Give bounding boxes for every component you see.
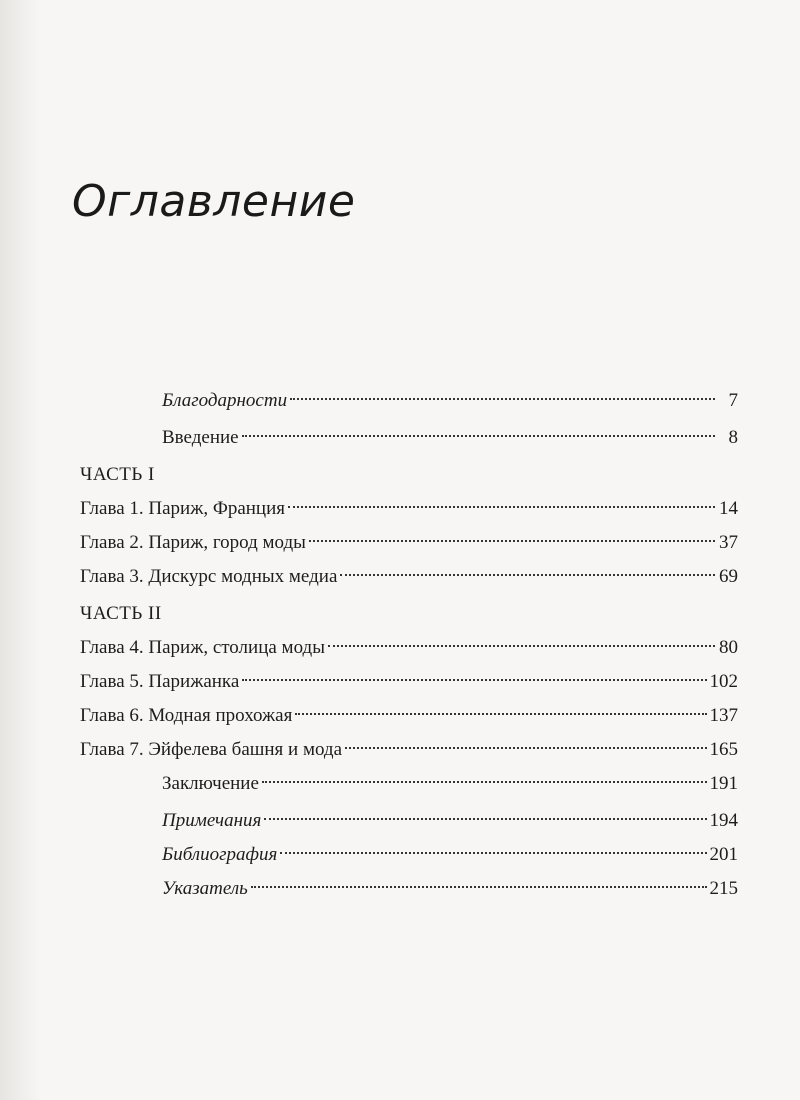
toc-entry-chapter-4[interactable]	[80, 631, 738, 665]
table-of-contents	[80, 384, 738, 906]
toc-entry-bibliography[interactable]	[80, 838, 738, 872]
toc-entry-label: Заключение	[162, 773, 259, 794]
toc-entry-label: Глава 3. Дискурс модных медиа	[80, 566, 338, 587]
toc-entry-label: Глава 2. Париж, город моды	[80, 532, 306, 553]
toc-entry-label: Глава 1. Париж, Франция	[80, 498, 286, 519]
toc-entry-acknowledgements[interactable]	[80, 384, 738, 418]
toc-entry-label: Глава 5. Парижанка	[80, 671, 240, 692]
toc-entry-label: Глава 7. Эйфелева башня и мода	[80, 739, 343, 760]
toc-entry-chapter-7[interactable]	[80, 733, 738, 767]
dot-leader	[288, 506, 715, 508]
dot-leader	[264, 818, 706, 820]
toc-page-number: 37	[719, 532, 738, 553]
toc-page-number: 69	[719, 566, 738, 587]
toc-page-number: 201	[709, 844, 738, 865]
toc-page-number: 194	[709, 810, 738, 831]
part-2-heading: ЧАСТЬ II	[80, 603, 162, 624]
toc-entry-chapter-2[interactable]	[80, 526, 738, 560]
dot-leader	[290, 398, 715, 400]
dot-leader	[242, 435, 715, 437]
toc-entry-chapter-1[interactable]	[80, 492, 738, 526]
dot-leader	[262, 781, 707, 783]
toc-entry-notes[interactable]	[80, 804, 738, 838]
dot-leader	[251, 886, 707, 888]
toc-entry-chapter-5[interactable]	[80, 665, 738, 699]
dot-leader	[280, 852, 706, 854]
toc-page-number: 14	[719, 498, 738, 519]
dot-leader	[328, 645, 715, 647]
toc-entry-index[interactable]	[80, 872, 738, 906]
toc-page-number: 215	[709, 878, 738, 899]
toc-page-number: 7	[728, 390, 738, 411]
toc-entry-introduction[interactable]	[80, 421, 738, 455]
toc-page-number: 8	[728, 427, 738, 448]
part-1-heading: ЧАСТЬ I	[80, 464, 155, 485]
dot-leader	[345, 747, 706, 749]
toc-page-number: 191	[709, 773, 738, 794]
toc-entry-chapter-6[interactable]	[80, 699, 738, 733]
dot-leader	[309, 540, 715, 542]
toc-entry-label: Библиография	[162, 844, 278, 865]
page-title: Оглавление	[72, 176, 356, 227]
toc-page-number: 165	[709, 739, 738, 760]
dot-leader	[340, 574, 715, 576]
toc-page-number: 137	[709, 705, 738, 726]
toc-entry-label: Указатель	[162, 878, 248, 899]
toc-entry-chapter-3[interactable]	[80, 560, 738, 594]
toc-entry-label: Примечания	[162, 810, 262, 831]
toc-entry-label: Глава 6. Модная прохожая	[80, 705, 293, 726]
toc-entry-label: Глава 4. Париж, столица моды	[80, 637, 325, 658]
toc-page-number: 80	[719, 637, 738, 658]
page-edge-shadow	[0, 0, 40, 1100]
toc-page-number: 102	[709, 671, 738, 692]
toc-entry-label: Благодарности	[162, 390, 288, 411]
toc-entry-label: Введение	[162, 427, 239, 448]
toc-entry-conclusion[interactable]	[80, 767, 738, 801]
dot-leader	[242, 679, 706, 681]
dot-leader	[295, 713, 706, 715]
